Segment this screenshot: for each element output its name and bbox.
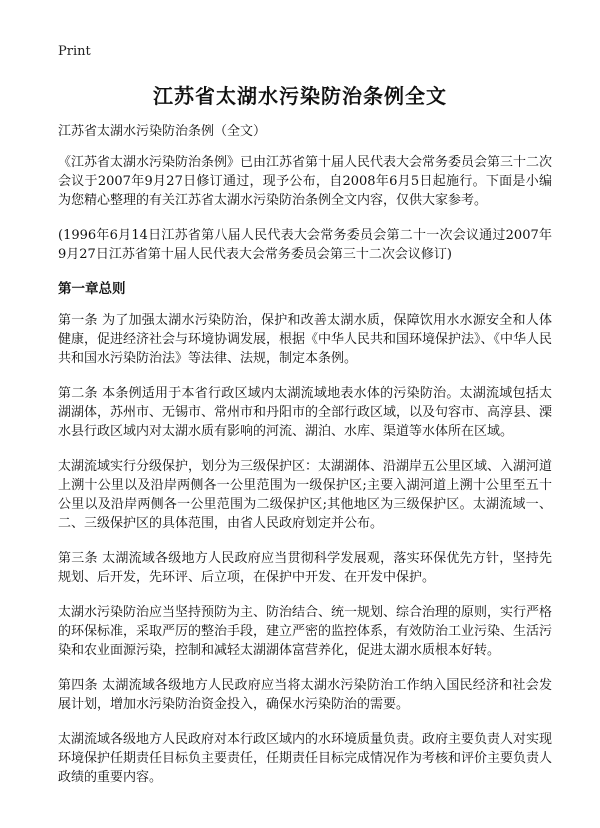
- chapter-heading: 第一章总则: [58, 281, 126, 297]
- article-2: 第二条 本条例适用于本省行政区域内太湖流域地表水体的污染防治。太湖流域包括太湖湖体，苏州市、无锡市、常州市和丹阳市的全部行政区域，以及句容市、高淳县、溧水县行政区域内对太湖水质有影响的河流、湖泊、水库、渠道等水体所在区域。: [58, 386, 553, 439]
- article-4-responsibility: 太湖流域各级地方人民政府对本行政区域内的水环境质量负责。政府主要负责人对实现环境保护任期责任目标负主要责任，任期责任目标完成情况作为考核和评价主要负责人政绩的重要内容。: [58, 732, 553, 785]
- article-2-protection-zones: 太湖流域实行分级保护，划分为三级保护区：太湖湖体、沿湖岸五公里区域、入湖河道上溯十公里以及沿岸两侧各一公里范围为一级保护区;主要入湖河道上溯十公里至五十公里以及沿岸两侧各一公里范围为二级保护区;其他地区为三级保护区。太湖流域一、二、三级保护区的具体范围，由省人民政府划定并公布。: [58, 459, 553, 531]
- print-link[interactable]: Print: [58, 44, 91, 59]
- document-subtitle: 江苏省太湖水污染防治条例（全文）: [58, 124, 267, 139]
- intro-paragraph: 《江苏省太湖水污染防治条例》已由江苏省第十届人民代表大会常务委员会第三十二次会议于2007年9月27日修订通过，现予公布，自2008年6月5日起施行。下面是小编为您精心整理的有关江苏省太湖水污染防治条例全文内容，仅供大家参考。: [58, 155, 553, 208]
- revision-note: (1996年6月14日江苏省第八届人民代表大会常务委员会第二十一次会议通过2007年9月27日江苏省第十届人民代表大会常务委员会第三十二次会议修订): [58, 228, 552, 262]
- article-1: 第一条 为了加强太湖水污染防治，保护和改善太湖水质，保障饮用水水源安全和人体健康，促进经济社会与环境协调发展，根据《中华人民共和国环境保护法》、《中华人民共和国水污染防治法》等法律、法规，制定本条例。: [58, 313, 553, 366]
- article-3-principles: 太湖水污染防治应当坚持预防为主、防治结合、统一规划、综合治理的原则，实行严格的环保标准，采取严厉的整治手段，建立严密的监控体系，有效防治工业污染、生活污染和农业面源污染，控制和减轻太湖湖体富营养化，促进太湖水质根本好转。: [58, 605, 553, 658]
- page-title: 江苏省太湖水污染防治条例全文: [153, 84, 447, 108]
- article-3: 第三条 太湖流域各级地方人民政府应当贯彻科学发展观，落实环保优先方针，坚持先规划、后开发，先环评、后立项，在保护中开发、在开发中保护。: [58, 551, 552, 585]
- document-body: [58, 122, 552, 803]
- article-4: 第四条 太湖流域各级地方人民政府应当将太湖水污染防治工作纳入国民经济和社会发展计划，增加水污染防治资金投入，确保水污染防治的需要。: [58, 678, 552, 712]
